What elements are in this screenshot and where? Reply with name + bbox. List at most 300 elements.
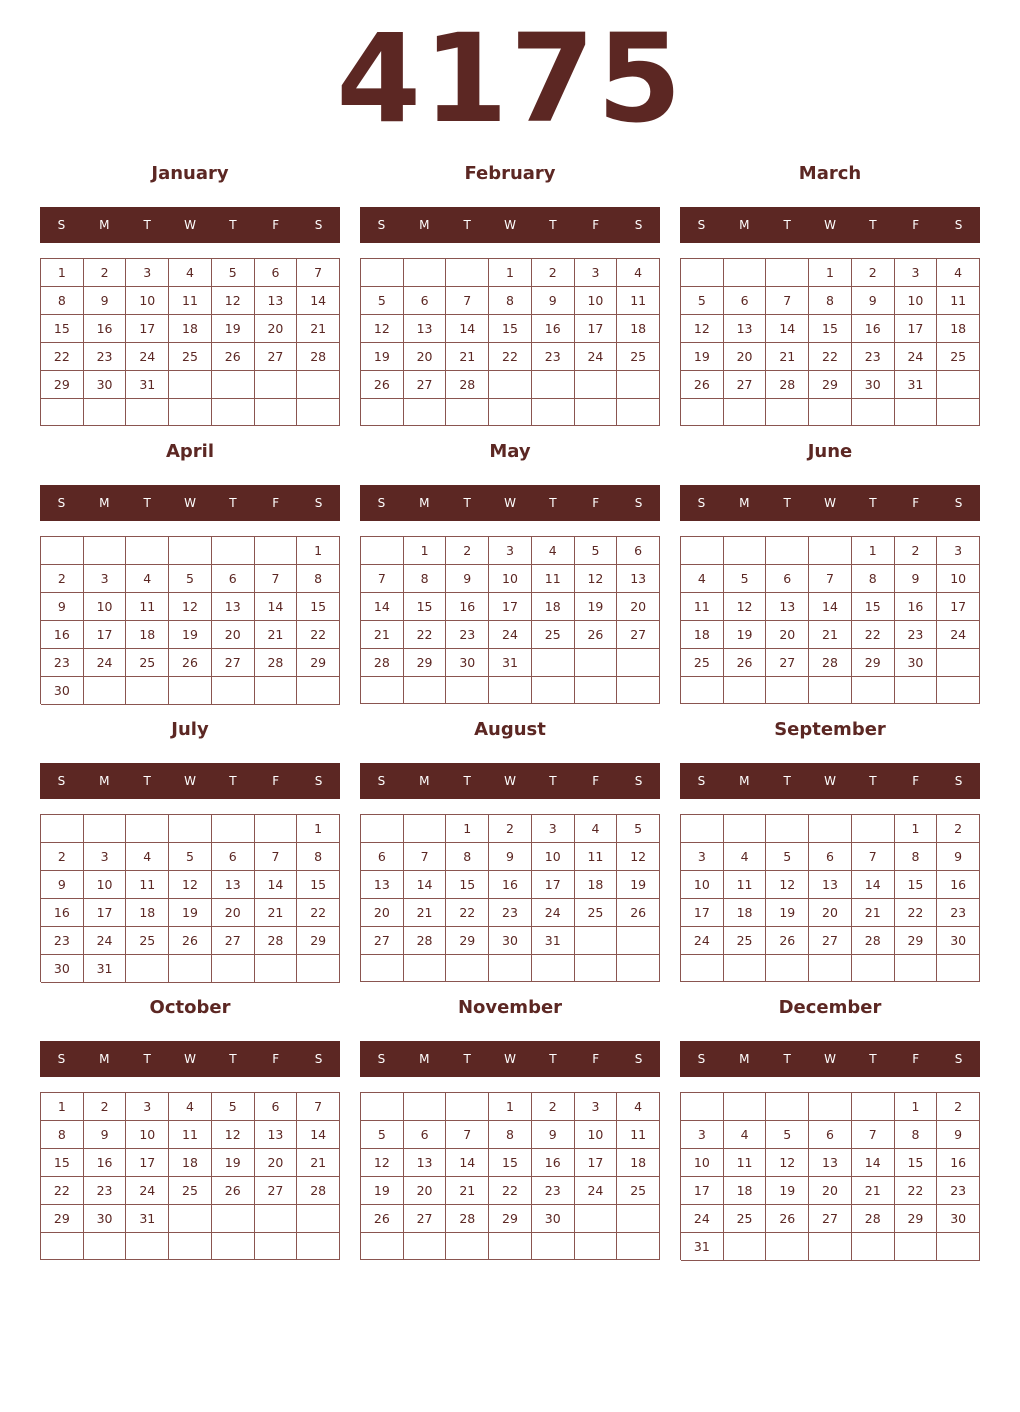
day-cell: 9 (532, 287, 575, 315)
day-cell (297, 399, 340, 426)
day-cell: 7 (446, 1121, 489, 1149)
day-cell: 19 (169, 621, 212, 649)
day-cell (84, 537, 127, 565)
day-cell: 5 (681, 287, 724, 315)
day-cell (617, 677, 660, 704)
day-cell: 5 (766, 1121, 809, 1149)
day-grid (360, 1092, 660, 1260)
day-cell: 25 (617, 1177, 660, 1205)
day-cell: 27 (255, 1177, 298, 1205)
day-cell (809, 399, 852, 426)
weekday-label: T (549, 1052, 557, 1066)
weekday-label: T (229, 774, 237, 788)
day-cell (126, 1233, 169, 1260)
day-cell: 26 (361, 371, 404, 399)
weekday-label: M (99, 496, 110, 510)
day-cell: 7 (852, 1121, 895, 1149)
day-cell (169, 537, 212, 565)
day-cell: 1 (852, 537, 895, 565)
day-cell: 3 (681, 843, 724, 871)
day-cell (361, 955, 404, 982)
day-cell: 6 (809, 1121, 852, 1149)
day-cell: 31 (126, 1205, 169, 1233)
day-cell: 2 (84, 1093, 127, 1121)
day-cell (169, 399, 212, 426)
day-cell: 22 (809, 343, 852, 371)
day-cell (937, 677, 980, 704)
day-cell (766, 1233, 809, 1261)
day-cell: 24 (126, 1177, 169, 1205)
day-cell (212, 537, 255, 565)
weekday-label: T (783, 496, 791, 510)
day-cell: 12 (212, 287, 255, 315)
day-cell: 13 (809, 871, 852, 899)
day-cell: 4 (681, 565, 724, 593)
day-cell (169, 1205, 212, 1233)
weekday-label: M (739, 496, 750, 510)
weekday-header (360, 1041, 660, 1077)
day-cell (895, 677, 938, 704)
day-cell: 25 (126, 649, 169, 677)
day-cell (575, 927, 618, 955)
day-cell: 4 (617, 1093, 660, 1121)
day-cell: 12 (617, 843, 660, 871)
day-cell (852, 677, 895, 704)
day-cell: 13 (404, 1149, 447, 1177)
day-cell: 8 (895, 1121, 938, 1149)
day-cell: 21 (446, 343, 489, 371)
day-cell: 8 (297, 565, 340, 593)
day-cell: 25 (617, 343, 660, 371)
day-cell (297, 1233, 340, 1260)
day-cell: 30 (852, 371, 895, 399)
day-cell: 9 (937, 1121, 980, 1149)
day-cell: 31 (532, 927, 575, 955)
day-cell (766, 955, 809, 982)
day-cell: 19 (361, 1177, 404, 1205)
day-cell: 6 (361, 843, 404, 871)
day-cell: 5 (169, 565, 212, 593)
day-cell: 11 (617, 1121, 660, 1149)
day-cell: 27 (404, 1205, 447, 1233)
weekday-label: S (634, 774, 643, 788)
day-cell: 11 (169, 1121, 212, 1149)
day-cell: 6 (404, 1121, 447, 1149)
day-cell: 12 (361, 315, 404, 343)
weekday-label: S (377, 218, 386, 232)
day-cell (84, 1233, 127, 1260)
day-cell: 11 (126, 871, 169, 899)
day-cell: 28 (852, 1205, 895, 1233)
weekday-header (40, 763, 340, 799)
weekday-label: W (184, 496, 196, 510)
day-cell: 1 (809, 259, 852, 287)
day-cell: 19 (361, 343, 404, 371)
day-cell: 29 (404, 649, 447, 677)
day-cell (169, 1233, 212, 1260)
day-cell: 1 (895, 1093, 938, 1121)
day-cell: 11 (532, 565, 575, 593)
day-cell: 28 (255, 927, 298, 955)
day-cell: 16 (895, 593, 938, 621)
day-cell: 24 (489, 621, 532, 649)
weekday-label: M (419, 1052, 430, 1066)
day-cell: 29 (446, 927, 489, 955)
day-cell (937, 955, 980, 982)
day-cell: 14 (852, 1149, 895, 1177)
day-cell: 6 (212, 565, 255, 593)
day-cell: 17 (895, 315, 938, 343)
day-cell: 13 (212, 593, 255, 621)
weekday-label: F (912, 1052, 920, 1066)
day-cell: 10 (126, 287, 169, 315)
day-cell: 1 (446, 815, 489, 843)
day-cell: 29 (489, 1205, 532, 1233)
day-cell: 1 (489, 259, 532, 287)
day-cell: 24 (681, 927, 724, 955)
weekday-header (40, 207, 340, 243)
weekday-label: T (229, 1052, 237, 1066)
day-cell: 18 (724, 1177, 767, 1205)
day-cell: 25 (575, 899, 618, 927)
day-cell (766, 259, 809, 287)
day-cell: 18 (169, 1149, 212, 1177)
day-cell (724, 1093, 767, 1121)
day-cell: 3 (126, 1093, 169, 1121)
day-cell: 14 (255, 593, 298, 621)
weekday-label: W (504, 496, 516, 510)
day-cell: 12 (575, 565, 618, 593)
day-cell: 11 (575, 843, 618, 871)
day-cell (575, 399, 618, 426)
day-cell: 19 (617, 871, 660, 899)
day-cell (41, 537, 84, 565)
day-cell: 14 (297, 1121, 340, 1149)
day-cell (169, 955, 212, 983)
day-cell: 10 (937, 565, 980, 593)
weekday-label: W (824, 218, 836, 232)
day-cell (404, 677, 447, 704)
day-cell (681, 815, 724, 843)
day-cell (532, 649, 575, 677)
day-cell: 29 (41, 371, 84, 399)
day-grid (40, 536, 340, 704)
month-name: November (457, 997, 563, 1018)
day-cell: 29 (297, 649, 340, 677)
day-cell: 5 (575, 537, 618, 565)
weekday-label: T (229, 218, 237, 232)
day-cell: 28 (809, 649, 852, 677)
weekday-label: S (954, 496, 963, 510)
day-cell: 17 (681, 899, 724, 927)
day-cell: 10 (895, 287, 938, 315)
day-cell: 20 (361, 899, 404, 927)
day-cell: 8 (446, 843, 489, 871)
day-cell (404, 399, 447, 426)
day-cell: 6 (212, 843, 255, 871)
day-cell: 6 (766, 565, 809, 593)
day-cell: 7 (255, 565, 298, 593)
weekday-label: S (57, 218, 66, 232)
day-cell: 19 (724, 621, 767, 649)
weekday-label: F (272, 218, 280, 232)
month-name: January (151, 163, 229, 184)
day-cell (681, 259, 724, 287)
weekday-label: S (377, 496, 386, 510)
weekday-label: T (143, 496, 151, 510)
day-cell: 2 (937, 815, 980, 843)
weekday-label: S (697, 774, 706, 788)
day-cell: 21 (361, 621, 404, 649)
day-cell: 30 (937, 927, 980, 955)
weekday-label: T (869, 496, 877, 510)
weekday-header (40, 1041, 340, 1077)
day-cell: 21 (852, 899, 895, 927)
day-cell: 23 (41, 649, 84, 677)
day-cell: 16 (532, 315, 575, 343)
day-cell (937, 1233, 980, 1261)
day-cell: 20 (404, 343, 447, 371)
day-cell: 11 (169, 287, 212, 315)
day-cell (766, 1093, 809, 1121)
day-cell (126, 399, 169, 426)
day-cell (681, 537, 724, 565)
day-cell: 13 (255, 1121, 298, 1149)
day-cell (895, 955, 938, 982)
day-cell: 3 (895, 259, 938, 287)
day-cell: 24 (681, 1205, 724, 1233)
day-cell: 2 (446, 537, 489, 565)
day-cell (575, 955, 618, 982)
day-cell: 20 (404, 1177, 447, 1205)
day-cell: 12 (766, 1149, 809, 1177)
day-cell (404, 1233, 447, 1260)
weekday-label: S (314, 218, 323, 232)
day-cell: 3 (681, 1121, 724, 1149)
day-cell: 18 (617, 1149, 660, 1177)
day-cell: 23 (895, 621, 938, 649)
day-cell: 28 (852, 927, 895, 955)
day-cell: 26 (169, 927, 212, 955)
day-cell (575, 1233, 618, 1260)
day-cell: 8 (809, 287, 852, 315)
day-cell (809, 537, 852, 565)
year-title: 4175 (336, 8, 684, 150)
day-cell (404, 815, 447, 843)
day-cell: 27 (255, 343, 298, 371)
day-cell (212, 815, 255, 843)
day-cell: 29 (297, 927, 340, 955)
day-cell: 7 (297, 259, 340, 287)
day-cell (212, 1205, 255, 1233)
day-cell: 4 (575, 815, 618, 843)
day-cell: 12 (361, 1149, 404, 1177)
day-cell: 17 (575, 1149, 618, 1177)
weekday-label: T (783, 1052, 791, 1066)
weekday-label: T (463, 496, 471, 510)
month-name: August (474, 719, 546, 740)
day-cell: 8 (489, 1121, 532, 1149)
day-cell: 18 (724, 899, 767, 927)
day-cell (895, 1233, 938, 1261)
day-cell: 14 (446, 1149, 489, 1177)
weekday-label: S (57, 1052, 66, 1066)
weekday-label: S (634, 218, 643, 232)
day-cell (489, 371, 532, 399)
day-cell: 22 (852, 621, 895, 649)
day-cell (489, 955, 532, 982)
day-cell (766, 537, 809, 565)
day-cell (126, 955, 169, 983)
day-grid (40, 814, 340, 982)
day-cell: 12 (169, 593, 212, 621)
day-cell (41, 815, 84, 843)
day-cell (84, 677, 127, 705)
day-cell: 30 (532, 1205, 575, 1233)
day-cell: 15 (489, 1149, 532, 1177)
day-cell: 27 (361, 927, 404, 955)
day-cell (575, 371, 618, 399)
weekday-label: F (272, 774, 280, 788)
day-cell: 15 (41, 1149, 84, 1177)
day-cell: 3 (532, 815, 575, 843)
day-cell: 25 (532, 621, 575, 649)
day-cell: 2 (489, 815, 532, 843)
weekday-label: T (869, 1052, 877, 1066)
day-cell: 3 (84, 843, 127, 871)
weekday-label: T (783, 774, 791, 788)
day-cell (809, 1233, 852, 1261)
month-name: June (807, 441, 853, 462)
day-cell: 18 (575, 871, 618, 899)
day-cell: 21 (404, 899, 447, 927)
day-cell: 27 (404, 371, 447, 399)
day-cell: 8 (41, 1121, 84, 1149)
day-cell (212, 399, 255, 426)
day-cell: 18 (617, 315, 660, 343)
day-cell: 27 (617, 621, 660, 649)
day-cell: 26 (212, 343, 255, 371)
day-cell (575, 649, 618, 677)
day-cell: 3 (575, 259, 618, 287)
day-cell: 21 (809, 621, 852, 649)
month-name: July (171, 719, 209, 740)
day-cell: 11 (724, 871, 767, 899)
day-cell: 9 (84, 1121, 127, 1149)
day-cell: 25 (724, 1205, 767, 1233)
day-cell (361, 677, 404, 704)
weekday-header (360, 207, 660, 243)
day-cell: 17 (681, 1177, 724, 1205)
weekday-label: T (549, 774, 557, 788)
day-cell (809, 815, 852, 843)
day-cell (681, 677, 724, 704)
day-cell: 24 (84, 927, 127, 955)
day-cell: 15 (404, 593, 447, 621)
weekday-label: S (377, 1052, 386, 1066)
day-cell (617, 371, 660, 399)
day-cell: 3 (937, 537, 980, 565)
day-cell: 2 (84, 259, 127, 287)
weekday-label: T (229, 496, 237, 510)
weekday-label: T (463, 774, 471, 788)
day-cell: 19 (169, 899, 212, 927)
day-cell (489, 1233, 532, 1260)
weekday-label: F (272, 496, 280, 510)
day-cell: 26 (361, 1205, 404, 1233)
day-cell: 26 (766, 927, 809, 955)
day-cell: 14 (766, 315, 809, 343)
month-name: April (165, 441, 215, 462)
day-cell: 30 (84, 1205, 127, 1233)
day-cell: 17 (126, 1149, 169, 1177)
day-cell (169, 371, 212, 399)
day-cell: 15 (489, 315, 532, 343)
weekday-header (360, 763, 660, 799)
weekday-label: F (272, 1052, 280, 1066)
day-cell: 27 (809, 1205, 852, 1233)
day-cell: 24 (937, 621, 980, 649)
day-grid (360, 536, 660, 704)
weekday-label: T (869, 774, 877, 788)
day-cell: 30 (937, 1205, 980, 1233)
day-cell: 20 (766, 621, 809, 649)
day-cell (361, 815, 404, 843)
day-cell: 13 (766, 593, 809, 621)
day-cell: 7 (255, 843, 298, 871)
day-cell: 23 (532, 343, 575, 371)
day-grid (40, 258, 340, 426)
day-cell: 13 (361, 871, 404, 899)
day-cell: 26 (766, 1205, 809, 1233)
weekday-label: S (954, 218, 963, 232)
day-cell (617, 927, 660, 955)
day-cell: 28 (255, 649, 298, 677)
day-cell: 10 (84, 593, 127, 621)
day-cell (297, 1205, 340, 1233)
day-cell: 6 (809, 843, 852, 871)
day-cell: 2 (41, 565, 84, 593)
weekday-label: F (912, 774, 920, 788)
weekday-label: W (504, 1052, 516, 1066)
day-cell: 16 (41, 899, 84, 927)
weekday-label: F (592, 496, 600, 510)
day-cell: 1 (41, 259, 84, 287)
day-cell: 27 (212, 649, 255, 677)
day-cell (84, 815, 127, 843)
weekday-label: M (739, 774, 750, 788)
day-cell: 12 (169, 871, 212, 899)
day-cell: 5 (766, 843, 809, 871)
day-cell (681, 1093, 724, 1121)
day-cell: 4 (532, 537, 575, 565)
day-cell (255, 815, 298, 843)
day-cell: 8 (404, 565, 447, 593)
day-cell (446, 677, 489, 704)
weekday-label: M (99, 1052, 110, 1066)
day-cell: 22 (895, 1177, 938, 1205)
day-cell (404, 259, 447, 287)
day-cell: 28 (446, 1205, 489, 1233)
day-cell: 28 (297, 343, 340, 371)
day-cell: 9 (895, 565, 938, 593)
day-grid (680, 1092, 980, 1260)
day-cell: 4 (724, 843, 767, 871)
weekday-label: F (592, 218, 600, 232)
day-cell (724, 399, 767, 426)
day-cell: 16 (852, 315, 895, 343)
day-cell: 30 (84, 371, 127, 399)
